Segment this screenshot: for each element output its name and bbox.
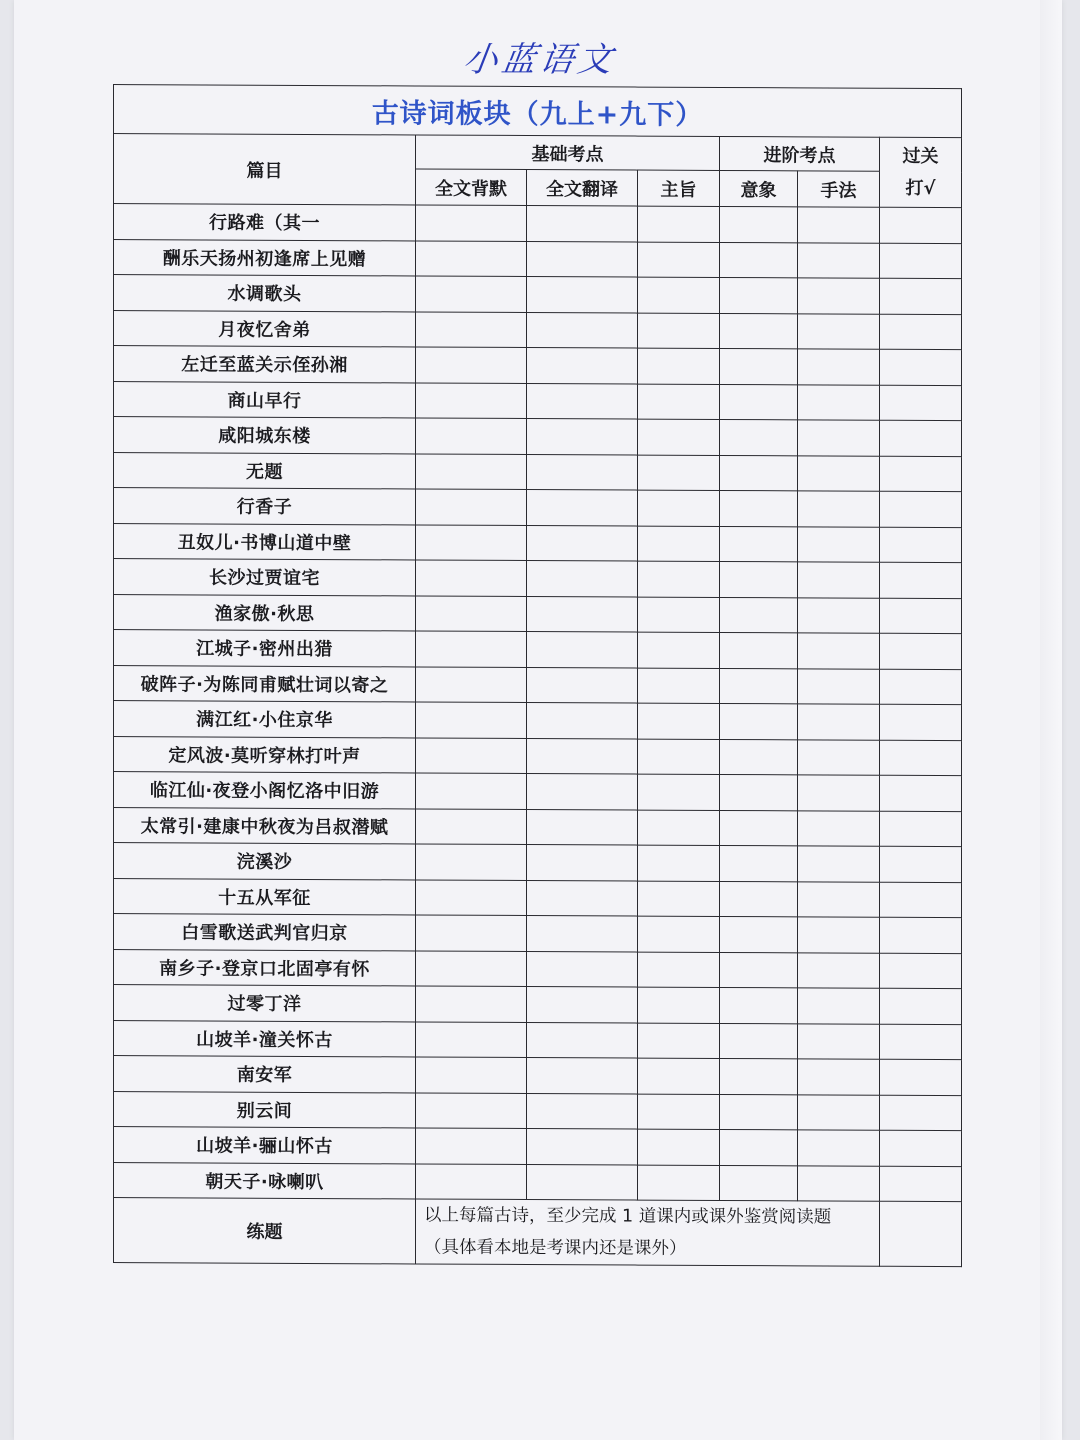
theme-cell[interactable] xyxy=(638,1129,720,1165)
technique-cell[interactable] xyxy=(798,313,880,349)
translate-cell[interactable] xyxy=(527,277,638,313)
technique-cell[interactable] xyxy=(798,952,880,988)
table-row xyxy=(114,310,962,350)
pass-check-cell[interactable] xyxy=(880,1095,962,1131)
theme-cell[interactable] xyxy=(638,313,720,349)
table-row xyxy=(114,1127,962,1167)
poem-title: 左迁至蓝关示侄孙湘 xyxy=(114,346,416,383)
pass-check-cell[interactable] xyxy=(880,598,962,634)
pass-check-cell[interactable] xyxy=(880,278,962,314)
pass-check-cell[interactable] xyxy=(880,953,962,989)
theme-cell[interactable] xyxy=(638,881,720,917)
table-row xyxy=(114,381,962,421)
recite-cell[interactable] xyxy=(416,1163,527,1199)
imagery-cell[interactable] xyxy=(720,348,798,384)
translate-cell[interactable] xyxy=(527,1093,638,1129)
pass-check-cell[interactable] xyxy=(880,917,962,953)
theme-cell[interactable] xyxy=(638,597,720,633)
table-row xyxy=(114,630,962,670)
table-row xyxy=(114,1091,962,1131)
pass-check-cell[interactable] xyxy=(880,811,962,847)
table-row xyxy=(114,1162,962,1202)
pass-check-cell[interactable] xyxy=(880,1024,962,1060)
poem-title: 行香子 xyxy=(114,488,416,525)
poem-title: 满江红·小住京华 xyxy=(114,701,416,738)
practice-note-line2: （具体看本地是考课内还是课外） xyxy=(424,1237,687,1259)
translate-cell[interactable] xyxy=(527,987,638,1023)
table-row xyxy=(114,1056,962,1096)
recite-cell[interactable] xyxy=(416,773,527,809)
header-advanced-points: 进阶考点 xyxy=(720,136,880,171)
pass-check-cell[interactable] xyxy=(880,207,962,243)
poem-title: 过零丁洋 xyxy=(114,985,416,1022)
imagery-cell[interactable] xyxy=(720,490,798,526)
pass-check-cell[interactable] xyxy=(880,456,962,492)
technique-cell[interactable] xyxy=(798,846,880,882)
pass-check-cell[interactable] xyxy=(880,882,962,918)
recite-cell[interactable] xyxy=(416,844,527,880)
pass-check-cell[interactable] xyxy=(880,314,962,350)
pass-check-cell[interactable] xyxy=(880,1059,962,1095)
pass-check-cell[interactable] xyxy=(880,1130,962,1166)
technique-cell[interactable] xyxy=(798,455,880,491)
imagery-cell[interactable] xyxy=(720,1094,798,1130)
table-row xyxy=(114,417,962,457)
header-imagery: 意象 xyxy=(720,170,798,206)
poem-title: 山坡羊·潼关怀古 xyxy=(114,1020,416,1057)
translate-cell[interactable] xyxy=(527,703,638,739)
practice-label: 练题 xyxy=(114,1198,416,1264)
recite-cell[interactable] xyxy=(416,1021,527,1057)
technique-cell[interactable] xyxy=(798,917,880,953)
poem-title: 丑奴儿·书博山道中壁 xyxy=(114,523,416,560)
translate-cell[interactable] xyxy=(527,419,638,455)
theme-cell[interactable] xyxy=(638,1165,720,1201)
imagery-cell[interactable] xyxy=(720,1023,798,1059)
table-row xyxy=(114,275,962,315)
pass-check-cell[interactable] xyxy=(880,846,962,882)
technique-cell[interactable] xyxy=(798,207,880,243)
recite-cell[interactable] xyxy=(416,950,527,986)
translate-cell[interactable] xyxy=(527,241,638,277)
recite-cell[interactable] xyxy=(416,631,527,667)
recite-cell[interactable] xyxy=(416,382,527,418)
poem-rows xyxy=(114,204,962,1202)
recite-cell[interactable] xyxy=(416,1128,527,1164)
recite-cell[interactable] xyxy=(416,311,527,347)
header-recite: 全文背默 xyxy=(416,169,527,206)
table-row xyxy=(114,452,962,492)
table-row xyxy=(114,665,962,705)
theme-cell[interactable] xyxy=(638,419,720,455)
imagery-cell[interactable] xyxy=(720,597,798,633)
poem-title: 太常引·建康中秋夜为吕叔潜赋 xyxy=(114,807,416,844)
translate-cell[interactable] xyxy=(527,845,638,881)
poem-title: 长沙过贾谊宅 xyxy=(114,559,416,596)
imagery-cell[interactable] xyxy=(720,668,798,704)
pass-check-cell[interactable] xyxy=(880,385,962,421)
table-row xyxy=(114,843,962,883)
recite-cell[interactable] xyxy=(416,524,527,560)
imagery-cell[interactable] xyxy=(720,313,798,349)
translate-cell[interactable] xyxy=(527,561,638,597)
imagery-cell[interactable] xyxy=(720,419,798,455)
poem-title: 行路难（其一 xyxy=(114,204,416,241)
header-pass-text: 过关打√ xyxy=(902,145,939,199)
poem-title: 南乡子·登京口北固亭有怀 xyxy=(114,949,416,986)
imagery-cell[interactable] xyxy=(720,384,798,420)
theme-cell[interactable] xyxy=(638,206,720,242)
theme-cell[interactable] xyxy=(638,1023,720,1059)
header-basic-points: 基础考点 xyxy=(416,135,720,170)
recite-cell[interactable] xyxy=(416,986,527,1022)
theme-cell[interactable] xyxy=(638,739,720,775)
table-row xyxy=(114,488,962,528)
translate-cell[interactable] xyxy=(527,525,638,561)
recite-cell[interactable] xyxy=(416,418,527,454)
technique-cell[interactable] xyxy=(798,633,880,669)
table-row xyxy=(114,914,962,954)
pass-check-cell[interactable] xyxy=(880,562,962,598)
technique-cell[interactable] xyxy=(798,278,880,314)
technique-cell[interactable] xyxy=(798,1023,880,1059)
theme-cell[interactable] xyxy=(638,277,720,313)
technique-cell[interactable] xyxy=(798,384,880,420)
recite-cell[interactable] xyxy=(416,1057,527,1093)
brand-signature: 小蓝语文 xyxy=(460,40,619,80)
theme-cell[interactable] xyxy=(638,774,720,810)
theme-cell[interactable] xyxy=(638,703,720,739)
technique-cell[interactable] xyxy=(798,739,880,775)
technique-cell[interactable] xyxy=(798,810,880,846)
translate-cell[interactable] xyxy=(527,1164,638,1200)
translate-cell[interactable] xyxy=(527,880,638,916)
header-translate: 全文翻译 xyxy=(527,170,638,207)
technique-cell[interactable] xyxy=(798,704,880,740)
translate-cell[interactable] xyxy=(527,1058,638,1094)
imagery-cell[interactable] xyxy=(720,1129,798,1165)
table-row xyxy=(114,239,962,279)
translate-cell[interactable] xyxy=(527,916,638,952)
translate-cell[interactable] xyxy=(527,596,638,632)
theme-cell[interactable] xyxy=(638,526,720,562)
pass-check-cell[interactable] xyxy=(880,704,962,740)
technique-cell[interactable] xyxy=(798,775,880,811)
theme-cell[interactable] xyxy=(638,916,720,952)
pass-check-cell[interactable] xyxy=(880,491,962,527)
imagery-cell[interactable] xyxy=(720,916,798,952)
translate-cell[interactable] xyxy=(527,809,638,845)
poem-title: 山坡羊·骊山怀古 xyxy=(114,1127,416,1164)
technique-cell[interactable] xyxy=(798,242,880,278)
recite-cell[interactable] xyxy=(416,595,527,631)
pass-check-cell[interactable] xyxy=(880,527,962,563)
recite-cell[interactable] xyxy=(416,347,527,383)
recite-cell[interactable] xyxy=(416,737,527,773)
recite-cell[interactable] xyxy=(416,489,527,525)
imagery-cell[interactable] xyxy=(720,881,798,917)
theme-cell[interactable] xyxy=(638,810,720,846)
table-row xyxy=(114,523,962,563)
imagery-cell[interactable] xyxy=(720,206,798,242)
poem-title: 白雪歌送武判官归京 xyxy=(114,914,416,951)
theme-cell[interactable] xyxy=(638,668,720,704)
translate-cell[interactable] xyxy=(527,383,638,419)
theme-cell[interactable] xyxy=(638,455,720,491)
pass-check-cell[interactable] xyxy=(880,988,962,1024)
translate-cell[interactable] xyxy=(527,667,638,703)
theme-cell[interactable] xyxy=(638,1094,720,1130)
imagery-cell[interactable] xyxy=(720,703,798,739)
table-row xyxy=(114,1020,962,1060)
poem-title: 无题 xyxy=(114,452,416,489)
recite-cell[interactable] xyxy=(416,879,527,915)
technique-cell[interactable] xyxy=(798,526,880,562)
imagery-cell[interactable] xyxy=(720,739,798,775)
imagery-cell[interactable] xyxy=(720,774,798,810)
poem-title: 酬乐天扬州初逢席上见赠 xyxy=(114,239,416,276)
pass-check-cell[interactable] xyxy=(880,775,962,811)
imagery-cell[interactable] xyxy=(720,561,798,597)
recite-cell[interactable] xyxy=(416,240,527,276)
poem-title: 水调歌头 xyxy=(114,275,416,312)
table-row xyxy=(114,346,962,386)
theme-cell[interactable] xyxy=(638,632,720,668)
theme-cell[interactable] xyxy=(638,987,720,1023)
table-row xyxy=(114,949,962,989)
imagery-cell[interactable] xyxy=(720,526,798,562)
header-technique: 手法 xyxy=(798,171,880,207)
practice-check-cell[interactable] xyxy=(880,1201,962,1266)
poem-title: 浣溪沙 xyxy=(114,843,416,880)
pass-check-cell[interactable] xyxy=(880,349,962,385)
technique-cell[interactable] xyxy=(798,349,880,385)
poem-title: 别云间 xyxy=(114,1091,416,1128)
table-row xyxy=(114,985,962,1025)
poem-title: 临江仙·夜登小阁忆洛中旧游 xyxy=(114,772,416,809)
poem-checklist-table xyxy=(113,84,962,1267)
technique-cell[interactable] xyxy=(798,1059,880,1095)
technique-cell[interactable] xyxy=(798,1130,880,1166)
theme-cell[interactable] xyxy=(638,952,720,988)
imagery-cell[interactable] xyxy=(720,277,798,313)
header-theme: 主旨 xyxy=(638,170,720,206)
imagery-cell[interactable] xyxy=(720,1165,798,1201)
recite-cell[interactable] xyxy=(416,1092,527,1128)
poem-title: 江城子·密州出猎 xyxy=(114,630,416,667)
imagery-cell[interactable] xyxy=(720,1058,798,1094)
translate-cell[interactable] xyxy=(527,774,638,810)
technique-cell[interactable] xyxy=(798,1165,880,1201)
recite-cell[interactable] xyxy=(416,453,527,489)
pass-check-cell[interactable] xyxy=(880,740,962,776)
pass-check-cell[interactable] xyxy=(880,633,962,669)
pass-check-cell[interactable] xyxy=(880,669,962,705)
recite-cell[interactable] xyxy=(416,205,527,241)
table-row xyxy=(114,878,962,918)
poem-title: 破阵子·为陈同甫赋壮词以寄之 xyxy=(114,665,416,702)
technique-cell[interactable] xyxy=(798,988,880,1024)
paper-edge xyxy=(1040,0,1062,1440)
poem-title: 渔家傲·秋思 xyxy=(114,594,416,631)
translate-cell[interactable] xyxy=(527,490,638,526)
header-pass-check xyxy=(880,137,962,207)
imagery-cell[interactable] xyxy=(720,952,798,988)
poem-title: 南安军 xyxy=(114,1056,416,1093)
imagery-cell[interactable] xyxy=(720,455,798,491)
translate-cell[interactable] xyxy=(527,454,638,490)
poem-title: 月夜忆舍弟 xyxy=(114,310,416,347)
imagery-cell[interactable] xyxy=(720,810,798,846)
imagery-cell[interactable] xyxy=(720,845,798,881)
table-row xyxy=(114,807,962,847)
recite-cell[interactable] xyxy=(416,560,527,596)
pass-check-cell[interactable] xyxy=(880,420,962,456)
table-row xyxy=(114,701,962,741)
pass-check-cell[interactable] xyxy=(880,243,962,279)
theme-cell[interactable] xyxy=(638,384,720,420)
translate-cell[interactable] xyxy=(527,348,638,384)
table-row xyxy=(114,559,962,599)
theme-cell[interactable] xyxy=(638,845,720,881)
translate-cell[interactable] xyxy=(527,206,638,242)
technique-cell[interactable] xyxy=(798,1094,880,1130)
theme-cell[interactable] xyxy=(638,348,720,384)
poem-title: 商山早行 xyxy=(114,381,416,418)
pass-check-cell[interactable] xyxy=(880,1166,962,1202)
technique-cell[interactable] xyxy=(798,881,880,917)
poem-title: 十五从军征 xyxy=(114,878,416,915)
practice-note xyxy=(416,1199,880,1266)
translate-cell[interactable] xyxy=(527,1022,638,1058)
theme-cell[interactable] xyxy=(638,490,720,526)
table-row xyxy=(114,204,962,244)
table-row xyxy=(114,736,962,776)
recite-cell[interactable] xyxy=(416,666,527,702)
technique-cell[interactable] xyxy=(798,491,880,527)
theme-cell[interactable] xyxy=(638,561,720,597)
header-chapter: 篇目 xyxy=(114,134,416,205)
practice-note-line1: 以上每篇古诗，至少完成 1 道课内或课外鉴赏阅读题 xyxy=(424,1205,832,1228)
translate-cell[interactable] xyxy=(527,312,638,348)
imagery-cell[interactable] xyxy=(720,987,798,1023)
technique-cell[interactable] xyxy=(798,562,880,598)
theme-cell[interactable] xyxy=(638,242,720,278)
translate-cell[interactable] xyxy=(527,951,638,987)
theme-cell[interactable] xyxy=(638,1058,720,1094)
imagery-cell[interactable] xyxy=(720,242,798,278)
recite-cell[interactable] xyxy=(416,808,527,844)
table-title: 古诗词板块（九上+九下） xyxy=(114,85,962,138)
table-row xyxy=(114,772,962,812)
imagery-cell[interactable] xyxy=(720,632,798,668)
recite-cell[interactable] xyxy=(416,276,527,312)
technique-cell[interactable] xyxy=(798,668,880,704)
translate-cell[interactable] xyxy=(527,1129,638,1165)
translate-cell[interactable] xyxy=(527,738,638,774)
poem-title: 定风波·莫听穿林打叶声 xyxy=(114,736,416,773)
table-row xyxy=(114,594,962,634)
translate-cell[interactable] xyxy=(527,632,638,668)
poem-title: 朝天子·咏喇叭 xyxy=(114,1162,416,1199)
technique-cell[interactable] xyxy=(798,420,880,456)
technique-cell[interactable] xyxy=(798,597,880,633)
recite-cell[interactable] xyxy=(416,915,527,951)
recite-cell[interactable] xyxy=(416,702,527,738)
poem-title: 咸阳城东楼 xyxy=(114,417,416,454)
